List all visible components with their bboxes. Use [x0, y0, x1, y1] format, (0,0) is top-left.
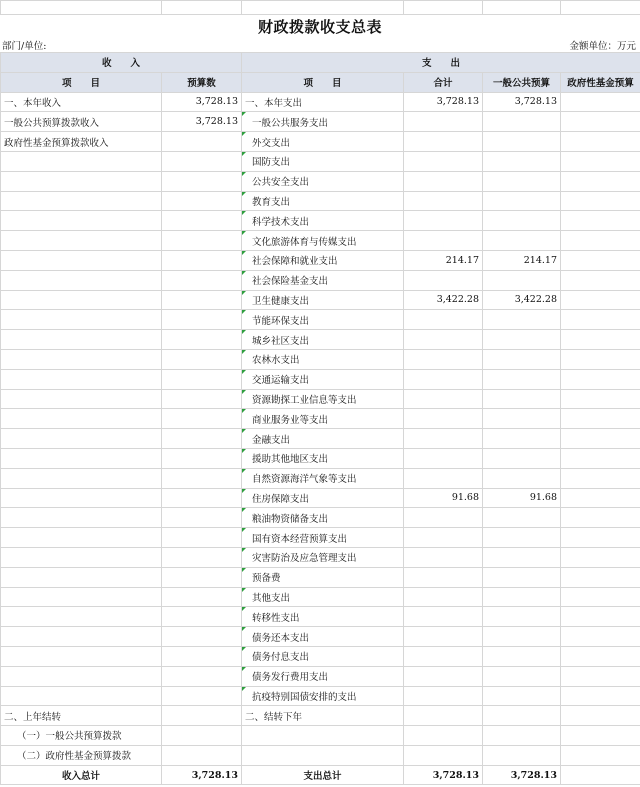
- group-header-row: [1, 53, 640, 73]
- expense-item-cell[interactable]: 社会保障和就业支出: [242, 250, 404, 270]
- income-amount-cell[interactable]: [162, 231, 242, 251]
- income-amount-cell[interactable]: 3,728.13: [162, 92, 242, 112]
- income-item-cell[interactable]: 政府性基金预算拨款收入: [1, 132, 162, 152]
- income-amount-cell[interactable]: [162, 191, 242, 211]
- expense-total-cell[interactable]: [404, 448, 483, 468]
- income-amount-cell[interactable]: [162, 686, 242, 706]
- income-item-cell[interactable]: [1, 666, 162, 686]
- expense-general-cell[interactable]: [483, 191, 561, 211]
- income-amount-cell[interactable]: [162, 666, 242, 686]
- income-group-header: 收 入: [1, 53, 242, 73]
- income-item-cell[interactable]: [1, 369, 162, 389]
- expense-fund-cell[interactable]: [561, 468, 640, 488]
- income-total-amount[interactable]: 3,728.13: [162, 765, 242, 785]
- cell[interactable]: [404, 1, 483, 15]
- expense-item-cell[interactable]: 节能环保支出: [242, 310, 404, 330]
- table-row: [1, 409, 640, 429]
- expense-item-cell[interactable]: 债务付息支出: [242, 646, 404, 666]
- expense-general-cell[interactable]: [483, 587, 561, 607]
- expense-fund-cell[interactable]: [561, 726, 640, 746]
- expense-item-cell[interactable]: 公共安全支出: [242, 171, 404, 191]
- expense-item-cell[interactable]: 国有资本经营预算支出: [242, 528, 404, 548]
- expense-fund-cell[interactable]: [561, 607, 640, 627]
- expense-general-cell[interactable]: [483, 369, 561, 389]
- income-amount-cell[interactable]: [162, 726, 242, 746]
- expense-general-cell[interactable]: [483, 151, 561, 171]
- cell[interactable]: [242, 1, 404, 15]
- expense-total-cell[interactable]: 3,728.13: [404, 92, 483, 112]
- expense-total-cell[interactable]: [404, 468, 483, 488]
- income-amount-cell[interactable]: [162, 745, 242, 765]
- currency-unit-label: 金额单位：万元: [569, 41, 636, 52]
- expense-total-cell[interactable]: 91.68: [404, 488, 483, 508]
- expense-item-header: 项 目: [242, 72, 404, 92]
- expense-total-cell[interactable]: [404, 745, 483, 765]
- income-item-cell[interactable]: [1, 607, 162, 627]
- expense-item-cell[interactable]: 二、结转下年: [242, 706, 404, 726]
- table-row: [1, 726, 640, 746]
- expense-fund-cell[interactable]: [561, 587, 640, 607]
- cell[interactable]: [162, 1, 242, 15]
- income-item-cell[interactable]: 一、本年收入: [1, 92, 162, 112]
- expense-general-cell[interactable]: [483, 547, 561, 567]
- income-amount-cell[interactable]: [162, 211, 242, 231]
- income-amount-cell[interactable]: [162, 706, 242, 726]
- income-item-cell[interactable]: [1, 429, 162, 449]
- income-item-cell[interactable]: [1, 547, 162, 567]
- income-item-cell[interactable]: [1, 488, 162, 508]
- expense-general-cell[interactable]: [483, 349, 561, 369]
- expense-fund-cell[interactable]: [561, 250, 640, 270]
- expense-general-cell[interactable]: [483, 726, 561, 746]
- expense-total-cell[interactable]: [404, 231, 483, 251]
- expense-item-cell[interactable]: 社会保险基金支出: [242, 270, 404, 290]
- expense-total-cell[interactable]: [404, 389, 483, 409]
- income-item-cell[interactable]: [1, 389, 162, 409]
- table-row: [1, 290, 640, 310]
- expense-item-cell[interactable]: 外交支出: [242, 132, 404, 152]
- income-amount-cell[interactable]: [162, 587, 242, 607]
- income-item-cell[interactable]: [1, 587, 162, 607]
- expense-fund-cell[interactable]: [561, 211, 640, 231]
- expense-general-cell[interactable]: [483, 627, 561, 647]
- table-row: [1, 627, 640, 647]
- table-row: [1, 587, 640, 607]
- income-amount-cell[interactable]: [162, 132, 242, 152]
- expense-item-cell[interactable]: 卫生健康支出: [242, 290, 404, 310]
- expense-general-cell[interactable]: [483, 745, 561, 765]
- table-row: [1, 706, 640, 726]
- expense-item-cell[interactable]: 商业服务业等支出: [242, 409, 404, 429]
- expense-total-cell[interactable]: 214.17: [404, 250, 483, 270]
- income-item-cell[interactable]: [1, 270, 162, 290]
- income-amount-cell[interactable]: [162, 151, 242, 171]
- table-row: [1, 132, 640, 152]
- expense-total-cell[interactable]: [404, 607, 483, 627]
- table-row: [1, 191, 640, 211]
- expense-item-cell[interactable]: 城乡社区支出: [242, 330, 404, 350]
- income-amount-cell[interactable]: [162, 488, 242, 508]
- expense-total-cell[interactable]: [404, 627, 483, 647]
- income-amount-cell[interactable]: [162, 627, 242, 647]
- expense-general-cell[interactable]: [483, 231, 561, 251]
- expense-fund-cell[interactable]: [561, 132, 640, 152]
- income-amount-cell[interactable]: [162, 448, 242, 468]
- expense-fund-cell[interactable]: [561, 389, 640, 409]
- expense-total-header: 合计: [404, 72, 483, 92]
- table-row: [1, 250, 640, 270]
- income-amount-cell[interactable]: 3,728.13: [162, 112, 242, 132]
- expense-total-cell[interactable]: [404, 171, 483, 191]
- income-budget-header: 预算数: [162, 72, 242, 92]
- expense-total-cell[interactable]: [404, 666, 483, 686]
- expense-item-cell[interactable]: 交通运输支出: [242, 369, 404, 389]
- expense-fund-cell[interactable]: [561, 191, 640, 211]
- table-row: [1, 488, 640, 508]
- expense-fund-header: 政府性基金预算: [561, 72, 640, 92]
- expense-fund-cell[interactable]: [561, 627, 640, 647]
- expense-general-header: 一般公共预算: [483, 72, 561, 92]
- expense-total-cell[interactable]: [404, 112, 483, 132]
- expense-fund-cell[interactable]: [561, 290, 640, 310]
- expense-general-cell[interactable]: [483, 112, 561, 132]
- expense-general-cell[interactable]: [483, 468, 561, 488]
- expense-total-label[interactable]: 支出总计: [242, 765, 404, 785]
- expense-total-cell[interactable]: [404, 349, 483, 369]
- income-amount-cell[interactable]: [162, 646, 242, 666]
- expense-general-cell[interactable]: [483, 409, 561, 429]
- income-item-cell[interactable]: [1, 191, 162, 211]
- expense-total-cell[interactable]: [404, 429, 483, 449]
- expense-item-cell[interactable]: 抗疫特别国债安排的支出: [242, 686, 404, 706]
- cell[interactable]: [1, 1, 162, 15]
- income-amount-cell[interactable]: [162, 389, 242, 409]
- income-item-cell[interactable]: [1, 250, 162, 270]
- expense-general-cell[interactable]: [483, 508, 561, 528]
- expense-item-cell[interactable]: 转移性支出: [242, 607, 404, 627]
- table-row: [1, 567, 640, 587]
- expense-fund-cell[interactable]: [561, 745, 640, 765]
- expense-general-cell[interactable]: [483, 567, 561, 587]
- expense-total-cell[interactable]: [404, 191, 483, 211]
- expense-total-cell[interactable]: [404, 330, 483, 350]
- income-amount-cell[interactable]: [162, 468, 242, 488]
- income-item-cell[interactable]: [1, 290, 162, 310]
- table-row: [1, 468, 640, 488]
- income-amount-cell[interactable]: [162, 429, 242, 449]
- expense-item-cell[interactable]: 住房保障支出: [242, 488, 404, 508]
- expense-total-cell[interactable]: [404, 646, 483, 666]
- expense-fund-cell[interactable]: [561, 448, 640, 468]
- table-row: [1, 607, 640, 627]
- income-total-label[interactable]: 收入总计: [1, 765, 162, 785]
- expense-fund-cell[interactable]: [561, 488, 640, 508]
- expense-total-cell[interactable]: [404, 528, 483, 548]
- expense-fund-cell[interactable]: [561, 686, 640, 706]
- income-amount-cell[interactable]: [162, 607, 242, 627]
- expense-general-cell[interactable]: [483, 389, 561, 409]
- expense-group-header: 支 出: [242, 53, 640, 73]
- top-empty-row: [0, 0, 640, 15]
- expense-total-cell[interactable]: [404, 706, 483, 726]
- expense-general-cell[interactable]: 3,728.13: [483, 92, 561, 112]
- department-label: 部门/单位:: [2, 41, 47, 52]
- table-row: [1, 330, 640, 350]
- expense-item-cell[interactable]: 一般公共服务支出: [242, 112, 404, 132]
- expense-item-cell[interactable]: 科学技术支出: [242, 211, 404, 231]
- expense-total-sum[interactable]: 3,728.13: [404, 765, 483, 785]
- expense-item-cell[interactable]: 文化旅游体育与传媒支出: [242, 231, 404, 251]
- income-item-cell[interactable]: [1, 468, 162, 488]
- expense-item-cell[interactable]: 教育支出: [242, 191, 404, 211]
- expense-item-cell[interactable]: 预备费: [242, 567, 404, 587]
- income-item-cell[interactable]: [1, 508, 162, 528]
- table-row: [1, 349, 640, 369]
- income-amount-cell[interactable]: [162, 171, 242, 191]
- income-amount-cell[interactable]: [162, 310, 242, 330]
- expense-total-cell[interactable]: [404, 726, 483, 746]
- expense-item-cell[interactable]: [242, 726, 404, 746]
- table-row: [1, 646, 640, 666]
- expense-total-general[interactable]: 3,728.13: [483, 765, 561, 785]
- expense-total-cell[interactable]: [404, 310, 483, 330]
- income-amount-cell[interactable]: [162, 409, 242, 429]
- expense-general-cell[interactable]: [483, 528, 561, 548]
- expense-fund-cell[interactable]: [561, 646, 640, 666]
- table-row: [1, 666, 640, 686]
- table-row: [1, 448, 640, 468]
- totals-row: [1, 765, 640, 785]
- expense-item-cell[interactable]: 资源勘探工业信息等支出: [242, 389, 404, 409]
- expense-general-cell[interactable]: [483, 330, 561, 350]
- expense-fund-cell[interactable]: [561, 310, 640, 330]
- table-row: [1, 112, 640, 132]
- expense-total-cell[interactable]: [404, 409, 483, 429]
- expense-general-cell[interactable]: [483, 132, 561, 152]
- table-row: [1, 369, 640, 389]
- expense-general-cell[interactable]: 214.17: [483, 250, 561, 270]
- expense-item-cell[interactable]: 债务发行费用支出: [242, 666, 404, 686]
- income-item-cell[interactable]: 一般公共预算拨款收入: [1, 112, 162, 132]
- expense-total-cell[interactable]: [404, 132, 483, 152]
- income-item-cell[interactable]: [1, 567, 162, 587]
- income-amount-cell[interactable]: [162, 270, 242, 290]
- expense-total-cell[interactable]: [404, 547, 483, 567]
- expense-fund-cell[interactable]: [561, 369, 640, 389]
- expense-general-cell[interactable]: 3,422.28: [483, 290, 561, 310]
- expense-total-cell[interactable]: [404, 508, 483, 528]
- expense-item-cell[interactable]: 农林水支出: [242, 349, 404, 369]
- expense-fund-cell[interactable]: [561, 112, 640, 132]
- expense-fund-cell[interactable]: [561, 666, 640, 686]
- expense-fund-cell[interactable]: [561, 92, 640, 112]
- income-amount-cell[interactable]: [162, 250, 242, 270]
- expense-fund-cell[interactable]: [561, 528, 640, 548]
- expense-item-cell[interactable]: [242, 745, 404, 765]
- table-row: [1, 92, 640, 112]
- column-header-row: [1, 72, 640, 92]
- income-item-cell[interactable]: [1, 448, 162, 468]
- cell[interactable]: [561, 1, 640, 15]
- expense-total-cell[interactable]: [404, 587, 483, 607]
- expense-fund-cell[interactable]: [561, 231, 640, 251]
- expense-fund-cell[interactable]: [561, 547, 640, 567]
- income-item-cell[interactable]: [1, 330, 162, 350]
- expense-item-cell[interactable]: 粮油物资储备支出: [242, 508, 404, 528]
- table-row: [1, 231, 640, 251]
- budget-table: [0, 52, 640, 785]
- table-row: [1, 547, 640, 567]
- table-row: [1, 429, 640, 449]
- expense-fund-cell[interactable]: [561, 151, 640, 171]
- expense-total-cell[interactable]: [404, 369, 483, 389]
- expense-general-cell[interactable]: [483, 310, 561, 330]
- table-row: [1, 171, 640, 191]
- expense-total-cell[interactable]: [404, 686, 483, 706]
- expense-general-cell[interactable]: 91.68: [483, 488, 561, 508]
- table-row: [1, 528, 640, 548]
- income-item-cell[interactable]: [1, 528, 162, 548]
- expense-total-cell[interactable]: [404, 211, 483, 231]
- table-row: [1, 686, 640, 706]
- expense-total-fund[interactable]: [561, 765, 640, 785]
- expense-fund-cell[interactable]: [561, 429, 640, 449]
- expense-fund-cell[interactable]: [561, 508, 640, 528]
- expense-item-cell[interactable]: 国防支出: [242, 151, 404, 171]
- expense-general-cell[interactable]: [483, 666, 561, 686]
- expense-fund-cell[interactable]: [561, 706, 640, 726]
- expense-fund-cell[interactable]: [561, 171, 640, 191]
- income-amount-cell[interactable]: [162, 567, 242, 587]
- expense-total-cell[interactable]: [404, 567, 483, 587]
- table-row: [1, 310, 640, 330]
- expense-general-cell[interactable]: [483, 706, 561, 726]
- table-row: [1, 211, 640, 231]
- income-item-cell[interactable]: [1, 686, 162, 706]
- expense-general-cell[interactable]: [483, 646, 561, 666]
- expense-item-cell[interactable]: 自然资源海洋气象等支出: [242, 468, 404, 488]
- income-item-cell[interactable]: [1, 409, 162, 429]
- expense-total-cell[interactable]: [404, 151, 483, 171]
- expense-general-cell[interactable]: [483, 607, 561, 627]
- income-item-header: 项 目: [1, 72, 162, 92]
- income-item-cell[interactable]: （一）一般公共预算拨款: [1, 726, 162, 746]
- income-item-cell[interactable]: [1, 151, 162, 171]
- expense-general-cell[interactable]: [483, 270, 561, 290]
- income-amount-cell[interactable]: [162, 528, 242, 548]
- income-amount-cell[interactable]: [162, 547, 242, 567]
- table-row: [1, 151, 640, 171]
- report-title: 财政拨款收支总表: [257, 18, 382, 36]
- income-amount-cell[interactable]: [162, 290, 242, 310]
- expense-item-cell[interactable]: 援助其他地区支出: [242, 448, 404, 468]
- income-item-cell[interactable]: [1, 171, 162, 191]
- expense-total-cell[interactable]: 3,422.28: [404, 290, 483, 310]
- income-item-cell[interactable]: [1, 310, 162, 330]
- income-item-cell[interactable]: （二）政府性基金预算拨款: [1, 745, 162, 765]
- income-amount-cell[interactable]: [162, 330, 242, 350]
- expense-fund-cell[interactable]: [561, 349, 640, 369]
- income-item-cell[interactable]: [1, 349, 162, 369]
- table-row: [1, 389, 640, 409]
- income-amount-cell[interactable]: [162, 369, 242, 389]
- expense-item-cell[interactable]: 债务还本支出: [242, 627, 404, 647]
- cell[interactable]: [483, 1, 561, 15]
- expense-item-cell[interactable]: 其他支出: [242, 587, 404, 607]
- expense-general-cell[interactable]: [483, 429, 561, 449]
- expense-item-cell[interactable]: 灾害防治及应急管理支出: [242, 547, 404, 567]
- expense-general-cell[interactable]: [483, 448, 561, 468]
- expense-item-cell[interactable]: 金融支出: [242, 429, 404, 449]
- expense-fund-cell[interactable]: [561, 330, 640, 350]
- expense-item-cell[interactable]: 一、本年支出: [242, 92, 404, 112]
- expense-total-cell[interactable]: [404, 270, 483, 290]
- expense-fund-cell[interactable]: [561, 567, 640, 587]
- income-amount-cell[interactable]: [162, 508, 242, 528]
- table-row: [1, 745, 640, 765]
- income-item-cell[interactable]: 二、上年结转: [1, 706, 162, 726]
- expense-fund-cell[interactable]: [561, 270, 640, 290]
- income-item-cell[interactable]: [1, 231, 162, 251]
- income-item-cell[interactable]: [1, 627, 162, 647]
- income-amount-cell[interactable]: [162, 349, 242, 369]
- expense-general-cell[interactable]: [483, 171, 561, 191]
- expense-general-cell[interactable]: [483, 686, 561, 706]
- table-row: [1, 508, 640, 528]
- expense-fund-cell[interactable]: [561, 409, 640, 429]
- table-row: [1, 270, 640, 290]
- income-item-cell[interactable]: [1, 646, 162, 666]
- income-item-cell[interactable]: [1, 211, 162, 231]
- expense-general-cell[interactable]: [483, 211, 561, 231]
